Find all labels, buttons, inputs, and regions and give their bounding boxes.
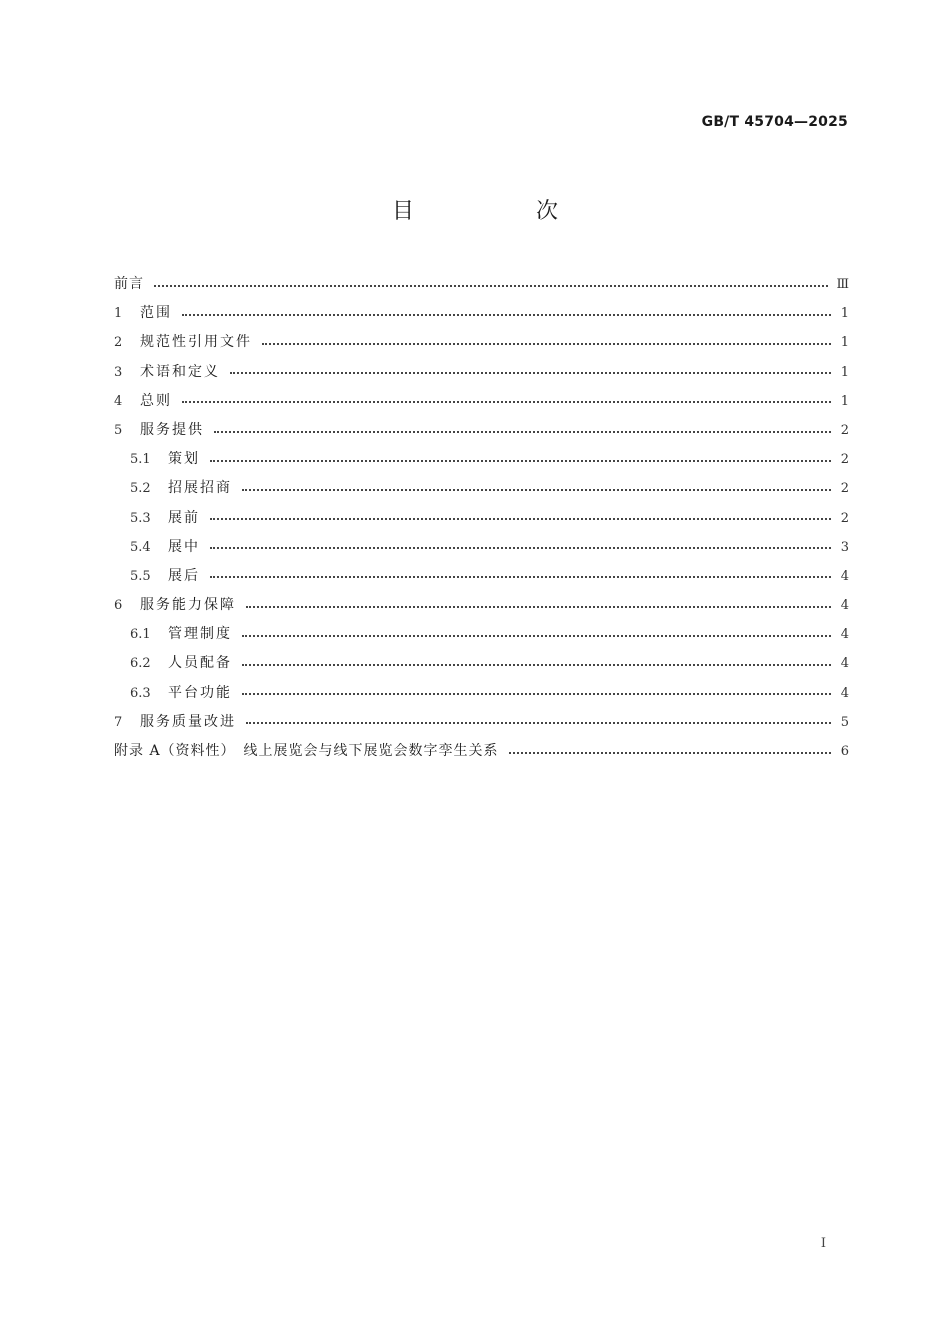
toc-entry-number: 5.3 [130,510,151,526]
toc-entry-number: 5.4 [130,539,151,555]
toc-entry-label: 服务提供 [140,421,204,438]
toc-entry-page: 2 [840,481,849,497]
toc-entry-5-5[interactable] [114,562,849,591]
toc-leader-dots [246,606,831,608]
toc-entry-3[interactable] [114,358,849,387]
toc-entry-label: 招展招商 [168,480,232,497]
toc-entry-5-4[interactable] [114,533,849,562]
toc-entry-label: 范围 [140,305,172,322]
toc-leader-dots [210,518,831,520]
toc-entry-label: 附录 A（资料性） 线上展览会与线下展览会数字孪生关系 [114,743,499,759]
toc-entry-page: 1 [840,306,849,322]
toc-entry-page: 2 [840,510,849,526]
toc-entry-page: 1 [840,393,849,409]
toc-entry-label: 总则 [140,392,172,409]
toc-leader-dots [242,664,831,666]
toc-entry-label: 服务能力保障 [140,597,236,614]
toc-entry-page: 3 [840,539,849,555]
toc-entry-label: 管理制度 [168,626,232,643]
toc-entry-page: 6 [840,744,849,759]
toc-entry-6[interactable] [114,591,849,620]
toc-leader-dots [242,489,831,491]
toc-entry-label: 规范性引用文件 [140,334,252,351]
toc-leader-dots [230,372,831,374]
toc-entry-6-3[interactable] [114,679,849,708]
toc-leader-dots [262,343,831,345]
page-title: 目 次 [391,199,608,224]
toc-entry-number: 5.1 [130,452,151,468]
toc-entry-number: 7 [114,714,123,730]
toc-entry-number: 6.2 [130,656,151,672]
toc-entry-number: 1 [114,306,123,322]
toc-entry-appendix-a[interactable] [114,737,849,766]
toc-entry-label: 前言 [114,276,144,292]
toc-entry-6-2[interactable] [114,649,849,678]
toc-entry-page: Ⅲ [836,277,849,292]
table-of-contents [114,270,849,766]
toc-entry-number: 5.5 [130,568,151,584]
toc-entry-page: 1 [840,335,849,351]
toc-leader-dots [182,401,831,403]
toc-entry-number: 5.2 [130,481,151,497]
toc-entry-label: 展后 [168,567,200,584]
toc-entry-page: 1 [840,364,849,380]
toc-leader-dots [182,314,831,316]
toc-entry-page: 5 [840,714,849,730]
toc-entry-label: 服务质量改进 [140,713,236,730]
toc-entry-page: 4 [840,598,849,614]
toc-entry-label: 平台功能 [168,684,232,701]
toc-entry-5[interactable] [114,416,849,445]
toc-entry-number: 4 [114,393,123,409]
toc-entry-5-2[interactable] [114,474,849,503]
toc-entry-6-1[interactable] [114,620,849,649]
toc-entry-1[interactable] [114,299,849,328]
toc-leader-dots [154,285,828,287]
toc-entry-page: 2 [840,452,849,468]
toc-leader-dots [509,752,831,754]
toc-entry-number: 2 [114,335,123,351]
toc-leader-dots [246,722,831,724]
toc-entry-5-3[interactable] [114,504,849,533]
toc-entry-number: 3 [114,364,123,380]
toc-leader-dots [210,576,831,578]
toc-entry-7[interactable] [114,708,849,737]
toc-entry-4[interactable] [114,387,849,416]
toc-entry-number: 6 [114,598,123,614]
toc-entry-foreword[interactable] [114,270,849,299]
toc-entry-page: 4 [840,568,849,584]
toc-entry-number: 6.3 [130,685,151,701]
toc-leader-dots [214,431,831,433]
toc-entry-label: 策划 [168,451,200,468]
toc-entry-number: 6.1 [130,627,151,643]
toc-entry-label: 术语和定义 [140,363,220,380]
toc-entry-5-1[interactable] [114,445,849,474]
toc-entry-page: 4 [840,627,849,643]
toc-leader-dots [210,460,831,462]
toc-leader-dots [210,547,831,549]
toc-entry-page: 2 [840,422,849,438]
toc-entry-page: 4 [840,656,849,672]
toc-entry-2[interactable] [114,328,849,357]
toc-entry-label: 展中 [168,538,200,555]
toc-entry-page: 4 [840,685,849,701]
standard-code: GB/T 45704—2025 [701,114,848,130]
toc-leader-dots [242,693,831,695]
toc-entry-label: 人员配备 [168,655,232,672]
page-number: I [820,1236,826,1251]
toc-entry-label: 展前 [168,509,200,526]
toc-leader-dots [242,635,831,637]
toc-entry-number: 5 [114,422,123,438]
